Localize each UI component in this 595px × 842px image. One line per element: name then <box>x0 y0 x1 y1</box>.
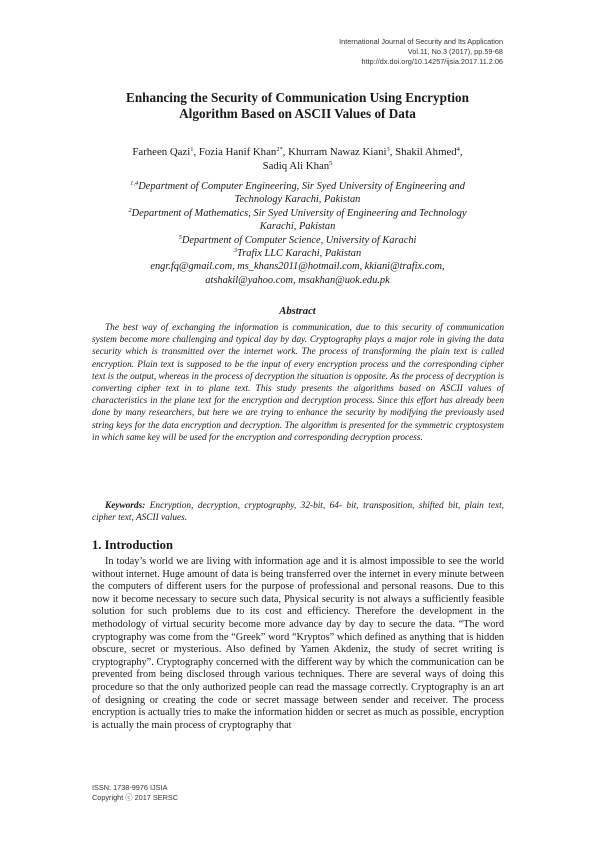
footer-issn: ISSN: 1738-9976 IJSIA <box>92 783 168 792</box>
affiliation-text: Trafix LLC Karachi, Pakistan <box>237 248 362 260</box>
journal-doi[interactable]: http://dx.doi.org/10.14257/ijsia.2017.11.2.06 <box>361 57 503 66</box>
affiliation-sup: 2 <box>128 206 132 214</box>
page-footer <box>92 783 178 803</box>
affiliation-text: Department of Mathematics, Sir Syed University of Engineering and Technology <box>131 207 467 219</box>
affiliation-3 <box>80 234 515 247</box>
affiliation-sup: 3 <box>233 247 238 255</box>
keywords <box>92 500 504 524</box>
author-name: Shakil Ahmed <box>395 146 457 158</box>
paper-title <box>80 90 515 122</box>
journal-name: International Journal of Security and Its Application <box>339 37 503 46</box>
author-name: Fozia Hanif Khan <box>198 146 277 158</box>
author-list <box>80 145 515 173</box>
affiliation-text: Department of Computer Science, University of Karachi <box>181 234 417 246</box>
author-sup: 1 <box>190 146 194 153</box>
affiliation-sup: 1,4 <box>130 180 139 187</box>
author-sup: 4 <box>456 146 460 153</box>
affiliation-sup: 5 <box>178 233 182 241</box>
author-sup: 3 <box>386 146 390 153</box>
affiliation-1-cont: Technology Karachi, Pakistan <box>234 194 361 206</box>
affiliations <box>80 180 515 287</box>
email-list-2[interactable]: atshakil@yahoo.com, msakhan@uok.edu.pk <box>205 274 390 286</box>
author-name: Sadiq Ali Khan <box>262 160 330 172</box>
affiliation-1 <box>80 180 515 193</box>
author-sup: 2* <box>276 146 283 153</box>
author-sup: 5 <box>329 160 333 167</box>
section-body: In today’s world we are living with information age and it is almost impossible to see the world without internet. Huge amount of data is being transferred over the internet in every minute between the computers of different users for the purpose of professional and personal reasons. Due to this now it become necessary to secure such data, Physical security is not always a sufficiently feasible solution for such problems due to its cost and efficiency. Therefore the development in the methodology of virtual security become more advance day by day to secure the data. “The word cryptography was come from the “Greek” word “Kryptos” which defined as anything that is hidden obscure, secret or mysterious. Also defined by Yamen Akdeniz, the study of secret writing is cryptography”. Cryptography concerned with the different way by which the communication can be prevented from being disclosed through various techniques. There are several ways of doing this procedure so that the only authorized people can read the massage correctly. Cryptography is an art of designing or creating the code or secret massage between sender and receiver. The process encryption is actually tries to make the information hidden or secret as much as possible, encryption is actually the main process of cryptography that <box>92 556 504 731</box>
author-name: Khurram Nawaz Kiani <box>288 146 387 158</box>
abstract-text: The best way of exchanging the information is communication, due to this security of communication system become more challenging and typical day by day. Cryptography plays a major role in giving the data security which is transmitted over the internet work. The process of transforming the plain text is called encryption. Plain text is supposed to be the input of every encryption process and the corresponding cipher text is the output, whereas in the process of decryption the situation is opposite. As the process of decryption is converting cipher text in to plane text. This study presents the algorithms based on ASCII values of characteristics in the plane text for the encryption and decryption process. Since this effort has already been done by many researchers, but here we are trying to enhance the security by modifying the previously used string keys for the data encryption and decryption. The algorithm is presented for the symmetric cryptosystem in which same key will be used for the encryption and corresponding decryption process. <box>92 323 504 443</box>
journal-volume: Vol.11, No.3 (2017), pp.59-68 <box>407 47 503 56</box>
affiliation-4 <box>80 247 515 260</box>
journal-header <box>339 37 503 67</box>
section-heading: 1. Introduction <box>92 538 173 552</box>
title-line-1: Enhancing the Security of Communication Using Encryption <box>126 90 469 105</box>
keywords-label: Keywords: <box>105 501 146 511</box>
title-line-2: Algorithm Based on ASCII Values of Data <box>179 106 416 121</box>
abstract-heading: Abstract <box>279 306 316 317</box>
author-line-1: Farheen Qazi$^1$, Fozia Hanif Khan$^{2*}$, Khurram Nawaz Kiani$^3$, Shakil Ahmed$^4$, <box>132 146 463 158</box>
author-name: Farheen Qazi <box>132 146 191 158</box>
author-line-2 <box>80 159 515 173</box>
keywords-text: Encryption, decryption, cryptography, 32-bit, 64- bit, transposition, shifted bit, plain text, cipher text, ASCII values. <box>92 501 505 524</box>
affiliation-2-cont: Karachi, Pakistan <box>259 221 336 233</box>
footer-copyright: Copyright ⓒ 2017 SERSC <box>92 793 178 802</box>
affiliation-text: Department of Computer Engineering, Sir Syed University of Engineering and <box>138 181 465 192</box>
email-list-1[interactable]: engr.fq@gmail.com, ms_khans2011@hotmail.com, kkiani@trafix.com, <box>150 261 445 273</box>
affiliation-2 <box>80 207 515 220</box>
